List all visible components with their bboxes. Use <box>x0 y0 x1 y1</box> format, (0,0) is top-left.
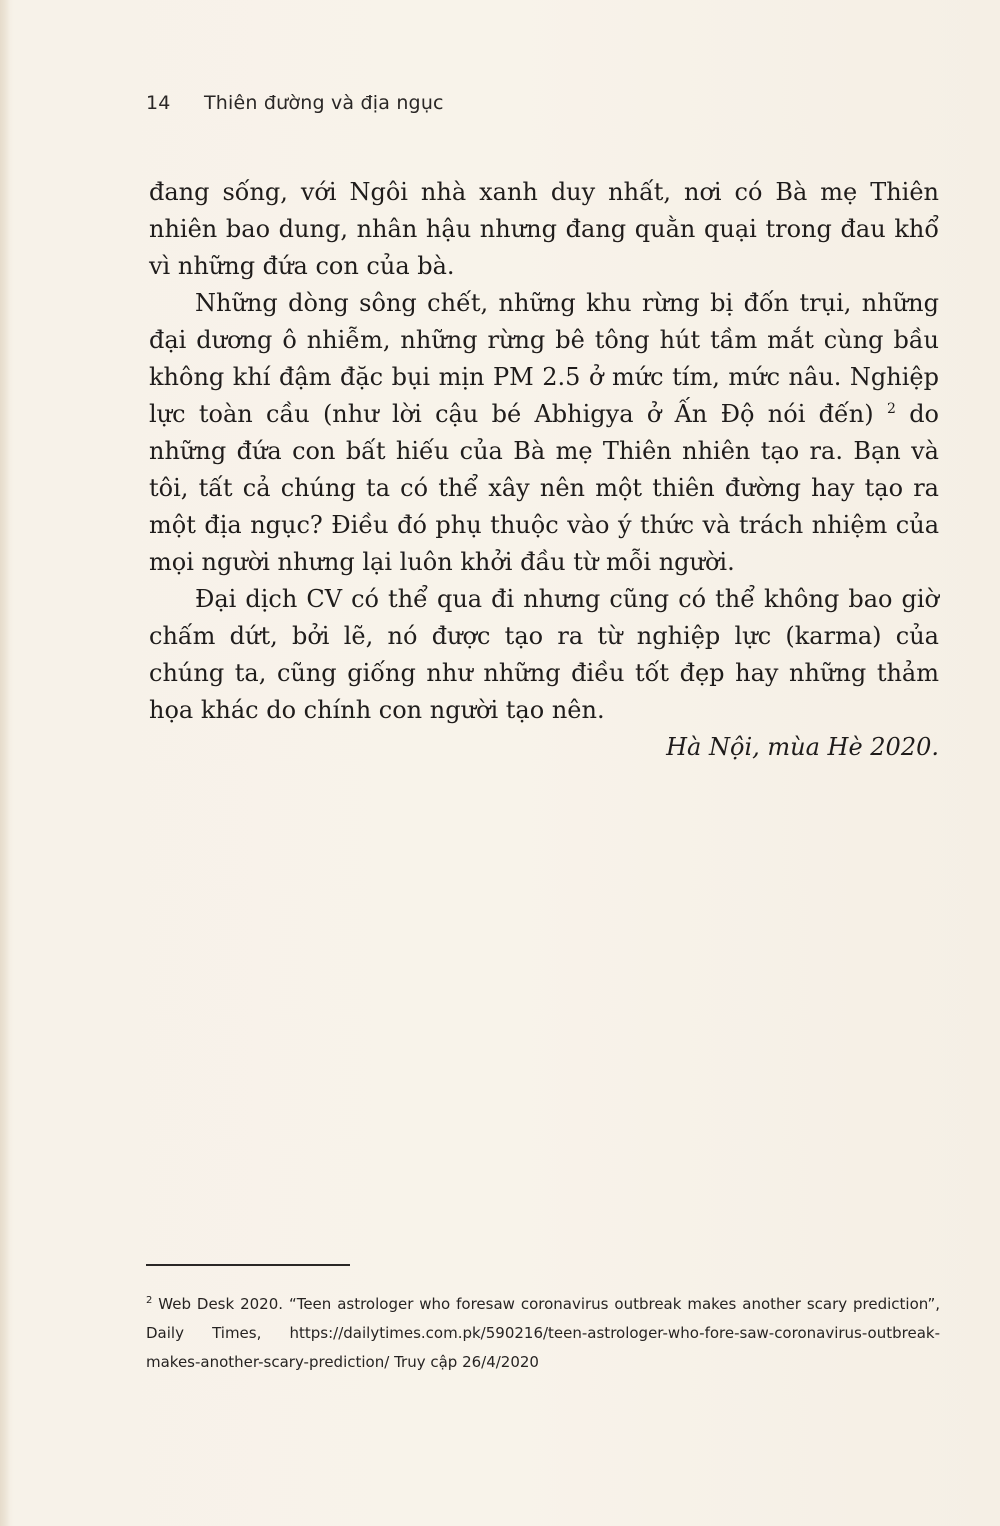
footnote-divider <box>146 1264 350 1266</box>
page-gutter-shadow <box>0 0 10 1526</box>
paragraph-1: đang sống, với Ngôi nhà xanh duy nhất, nơi có Bà mẹ Thiên nhiên bao dung, nhân hậu nhưng đang quằn quại trong đau khổ vì những đứa con của bà. <box>149 178 939 280</box>
running-title: Thiên đường và địa ngục <box>204 92 444 114</box>
footnote-number: 2 <box>146 1295 153 1306</box>
paragraph-2-part-2: do những đứa con bất hiếu của Bà mẹ Thiên nhiên tạo ra. Bạn và tôi, tất cả chúng ta có thể xây nên một thiên đường hay tạo ra một địa ngục? Điều đó phụ thuộc vào ý thức và trách nhiệm của mọi người nhưng lại luôn khởi đầu từ mỗi người. <box>149 400 939 576</box>
signature-line: Hà Nội, mùa Hè 2020. <box>666 733 939 761</box>
footnote <box>146 1290 940 1377</box>
footnote-reference[interactable]: 2 <box>886 401 896 417</box>
page-number: 14 <box>146 92 171 114</box>
footnote-citation: Web Desk 2020. “Teen astrologer who foresaw coronavirus outbreak makes another scary prediction”, Daily Times, <box>146 1295 940 1342</box>
paragraph-2 <box>149 285 939 581</box>
page-header <box>146 92 444 114</box>
footnote-link[interactable]: https://dailytimes.com.pk/590216/teen-astrologer-who-fore-saw-coronavirus-outbreak-makes-another-scary-prediction/ <box>146 1324 940 1371</box>
paragraph-2-part-1: Những dòng sông chết, những khu rừng bị đốn trụi, những đại dương ô nhiễm, những rừng bê tông hút tầm mắt cùng bầu không khí đậm đặc bụi mịn PM 2.5 ở mức tím, mức nâu. Nghiệp lực toàn cầu (như lời cậu bé Abhigya ở Ấn Độ nói đến) <box>149 289 939 428</box>
footnote-access-note: Truy cập 26/4/2020 <box>394 1353 539 1371</box>
body-text <box>149 174 939 766</box>
paragraph-3: Đại dịch CV có thể qua đi nhưng cũng có thể không bao giờ chấm dứt, bởi lẽ, nó được tạo ra từ nghiệp lực (karma) của chúng ta, cũng giống như những điều tốt đẹp hay những thảm họa khác do chính con người tạo nên. <box>149 585 939 724</box>
